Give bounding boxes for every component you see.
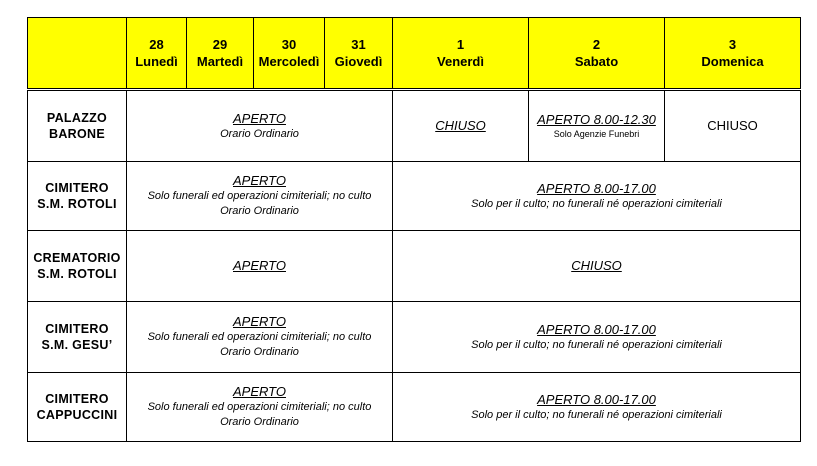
friday-status-cell xyxy=(393,91,529,162)
weekend-status-cell xyxy=(393,302,801,373)
sunday-status-cell xyxy=(665,91,801,162)
status-main: APERTO xyxy=(233,110,286,126)
status-note: Orario Ordinario xyxy=(220,346,299,358)
place-line: PALAZZO xyxy=(46,111,108,125)
day-name: Venerdì xyxy=(437,54,484,69)
place-line: CIMITERO xyxy=(45,392,109,406)
day-name: Giovedì xyxy=(334,54,383,69)
row-cimitero-sm-rotoli xyxy=(28,162,801,231)
header-day-30 xyxy=(254,18,325,89)
weekend-status-cell xyxy=(393,373,801,442)
status-main: APERTO xyxy=(233,173,286,188)
status-main: CHIUSO xyxy=(707,118,758,133)
status-main: APERTO xyxy=(233,314,286,329)
header-corner-cell xyxy=(28,18,127,89)
status-main: APERTO xyxy=(233,384,286,399)
row-crematorio-sm-rotoli xyxy=(28,231,801,302)
place-cell xyxy=(28,302,127,373)
status-note: Solo per il culto; no funerali né operazioni cimiteriali xyxy=(471,408,722,421)
header-day-28 xyxy=(127,18,187,89)
weekday-status-cell xyxy=(127,231,393,302)
header-day-1 xyxy=(393,18,529,89)
place-cell xyxy=(28,162,127,231)
header-day-2 xyxy=(529,18,665,89)
day-name: Sabato xyxy=(574,54,619,69)
status-main: APERTO 8.00-17.00 xyxy=(537,180,656,196)
place-line: S.M. ROTOLI xyxy=(37,267,117,281)
weekday-status-cell xyxy=(127,373,393,442)
status-note: Solo per il culto; no funerali né operazioni cimiteriali xyxy=(471,197,722,210)
weekend-status-cell xyxy=(393,231,801,302)
row-cimitero-sm-gesu xyxy=(28,302,801,373)
status-main: CHIUSO xyxy=(571,258,622,273)
place-line: CAPPUCCINI xyxy=(36,408,118,422)
header-day-29 xyxy=(187,18,254,89)
weekday-status-cell xyxy=(127,302,393,373)
place-line: CIMITERO xyxy=(45,322,109,336)
status-main: APERTO 8.00-17.00 xyxy=(537,391,656,407)
weekday-status-cell xyxy=(127,162,393,231)
place-cell xyxy=(28,91,127,162)
status-note: Orario Ordinario xyxy=(220,205,299,217)
day-number: 1 xyxy=(456,37,465,52)
place-cell xyxy=(28,373,127,442)
status-main: APERTO 8.00-12.30 xyxy=(537,112,656,127)
status-note: Solo funerali ed operazioni cimiteriali; no culto xyxy=(147,401,372,413)
status-main: APERTO 8.00-17.00 xyxy=(537,321,656,337)
header-day-31 xyxy=(325,18,393,89)
status-note: Orario Ordinario xyxy=(220,127,299,140)
day-number: 31 xyxy=(351,37,366,52)
day-name: Martedì xyxy=(196,54,244,69)
day-number: 2 xyxy=(592,37,601,52)
header-row xyxy=(28,18,801,89)
day-name: Mercoledì xyxy=(258,54,320,69)
status-main: APERTO xyxy=(233,258,286,273)
weekday-status-cell xyxy=(127,91,393,162)
place-cell xyxy=(28,231,127,302)
status-note: Solo funerali ed operazioni cimiteriali; no culto xyxy=(147,331,372,343)
place-line: CIMITERO xyxy=(45,181,109,195)
schedule-table xyxy=(27,17,801,442)
status-note: Solo per il culto; no funerali né operazioni cimiteriali xyxy=(471,338,722,351)
day-number: 28 xyxy=(149,37,164,52)
day-name: Lunedì xyxy=(135,54,178,69)
status-note: Solo Agenzie Funebri xyxy=(553,129,640,139)
place-line: CREMATORIO xyxy=(33,251,121,265)
row-palazzo-barone xyxy=(28,91,801,162)
day-name: Domenica xyxy=(701,54,764,69)
day-number: 30 xyxy=(281,37,297,52)
place-line: BARONE xyxy=(49,127,105,141)
day-number: 29 xyxy=(212,37,228,52)
status-note: Orario Ordinario xyxy=(220,416,299,428)
place-line: S.M. GESU’ xyxy=(41,338,113,352)
header-day-3 xyxy=(665,18,801,89)
status-main: CHIUSO xyxy=(435,118,486,133)
weekend-status-cell xyxy=(393,162,801,231)
place-line: S.M. ROTOLI xyxy=(37,197,117,211)
day-number: 3 xyxy=(728,37,737,52)
status-note: Solo funerali ed operazioni cimiteriali; no culto xyxy=(147,190,372,202)
saturday-status-cell xyxy=(529,91,665,162)
row-cimitero-cappuccini xyxy=(28,373,801,442)
